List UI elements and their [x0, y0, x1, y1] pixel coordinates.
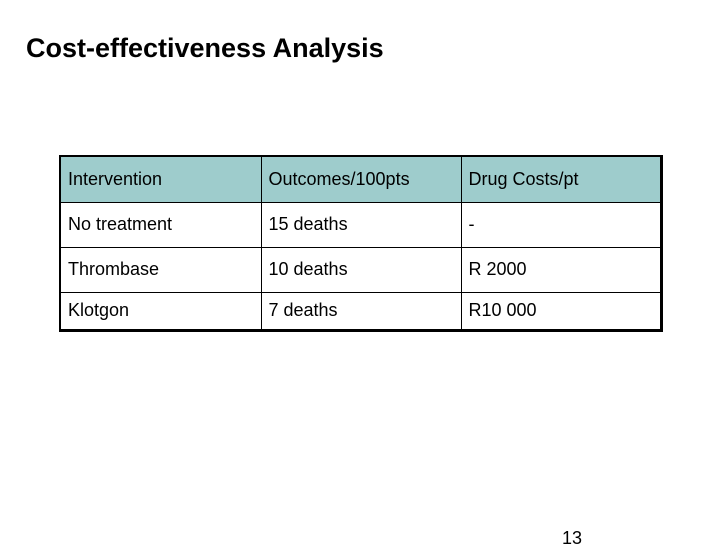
cell-outcomes: 15 deaths [261, 202, 461, 247]
slide-title: Cost-effectiveness Analysis [26, 33, 384, 63]
cell-intervention: Thrombase [61, 247, 261, 292]
table-row [61, 247, 660, 292]
cell-drug-costs: R10 000 [468, 300, 537, 321]
header-drug-costs: Drug Costs/pt [461, 157, 660, 202]
header-intervention: Intervention [61, 157, 261, 202]
cell-outcomes: 7 deaths [261, 292, 461, 329]
header-outcomes: Outcomes/100pts [261, 157, 461, 202]
cell-drug-costs: - [461, 202, 660, 247]
cost-effectiveness-table [61, 157, 660, 329]
cell-intervention: No treatment [61, 202, 261, 247]
table-row [61, 202, 660, 247]
cell-drug-costs: R 2000 [461, 247, 660, 292]
cell-intervention: Klotgon [61, 292, 261, 329]
page-number: 13 [562, 528, 583, 548]
table-row [61, 292, 660, 329]
cell-outcomes: 10 deaths [261, 247, 461, 292]
cost-table [59, 155, 663, 332]
table-header-row [61, 157, 660, 202]
